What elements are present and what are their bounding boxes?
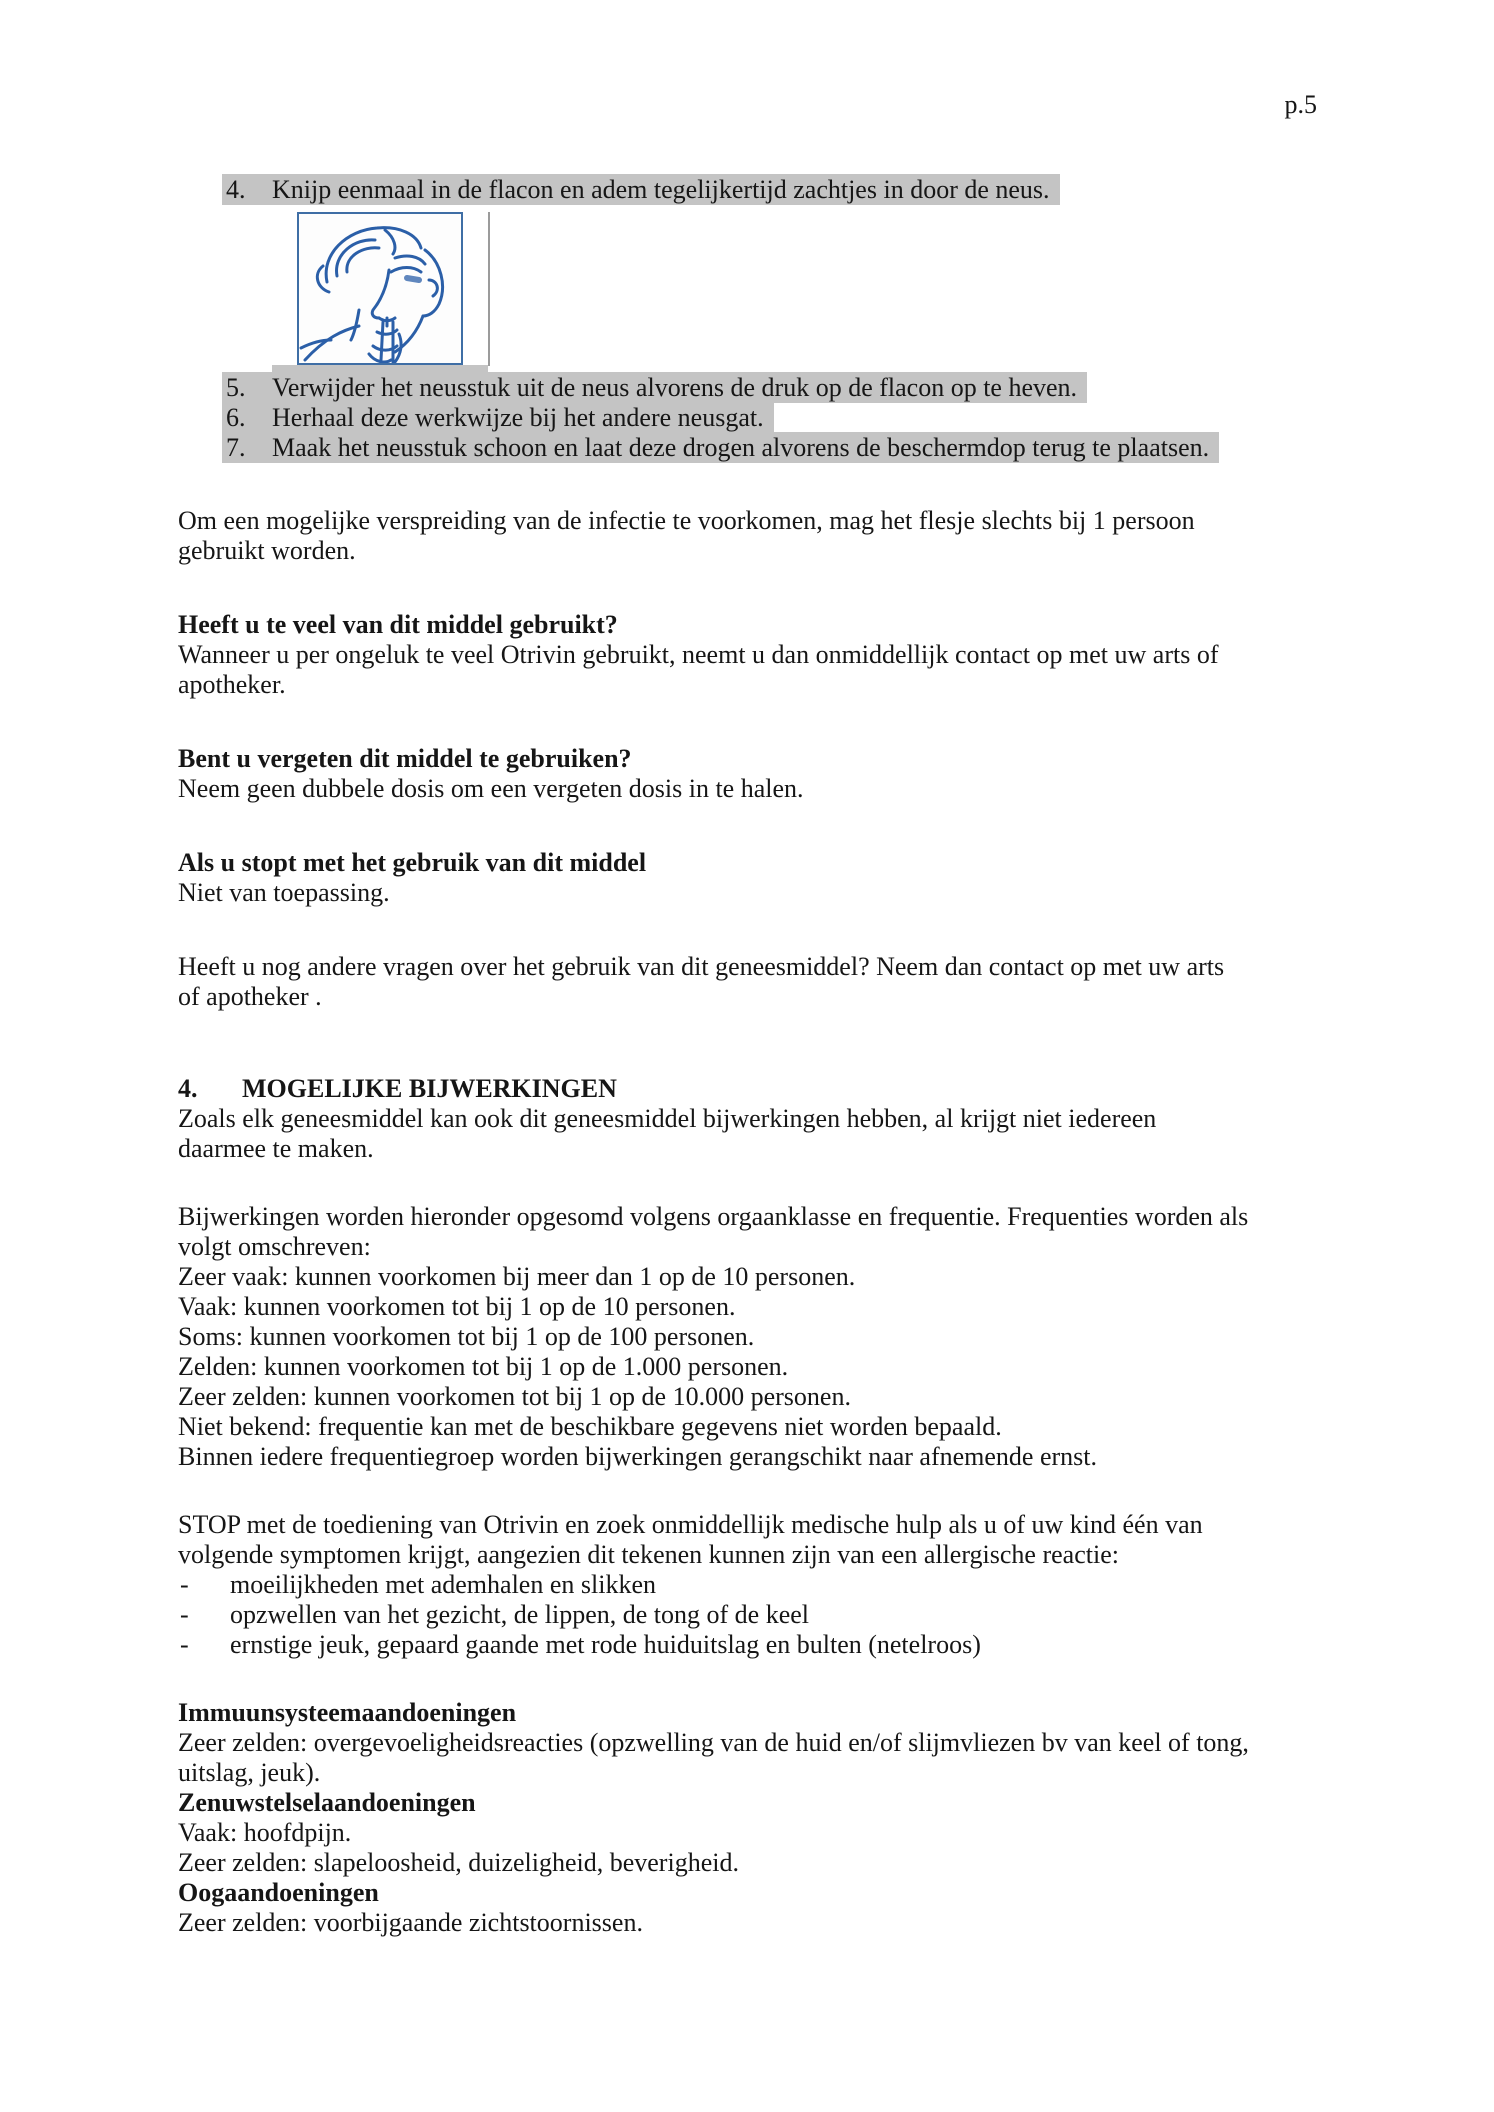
text-line: Zeer zelden: slapeloosheid, duizeligheid, beverigheid. (178, 1848, 739, 1877)
symptom-bullet (178, 1570, 1318, 1600)
text-line: Heeft u nog andere vragen over het gebruik van dit geneesmiddel? Neem dan contact op met uw arts (178, 952, 1225, 981)
text-line: Niet van toepassing. (178, 878, 390, 907)
text-line: Soms: kunnen voorkomen tot bij 1 op de 100 personen. (178, 1322, 755, 1351)
bullet-dash: - (180, 1570, 189, 1599)
text-line: Bijwerkingen worden hieronder opgesomd volgens orgaanklasse en frequentie. Frequenties worden als (178, 1202, 1249, 1231)
bullet-dash: - (180, 1630, 189, 1659)
step-text: Verwijder het neusstuk uit de neus alvorens de druk op de flacon op te heven. (272, 373, 1078, 402)
text-line: Vaak: hoofdpijn. (178, 1818, 352, 1847)
symptom-bullet (178, 1630, 1318, 1660)
text-line: daarmee te maken. (178, 1134, 374, 1163)
bullet-text: opzwellen van het gezicht, de lippen, de tong of de keel (230, 1600, 810, 1629)
text-line: Wanneer u per ongeluk te veel Otrivin gebruikt, neemt u dan onmiddellijk contact op met uw arts of (178, 640, 1219, 669)
text-line: Neem geen dubbele dosis om een vergeten dosis in te halen. (178, 774, 804, 803)
qa-heading: Als u stopt met het gebruik van dit middel (178, 848, 647, 877)
highlight-run (222, 432, 1219, 463)
section-title: MOGELIJKE BIJWERKINGEN (242, 1074, 617, 1103)
highlight-run (222, 174, 1060, 205)
more-questions-note (178, 952, 1318, 1012)
organ-class-heading: Oogaandoeningen (178, 1878, 379, 1907)
qa-overdose-section (178, 610, 1318, 700)
bullet-dash: - (180, 1600, 189, 1629)
step-item-6 (222, 403, 1318, 433)
text-line: Zeer zelden: kunnen voorkomen tot bij 1 op de 10.000 personen. (178, 1382, 851, 1411)
highlight-run (222, 372, 1087, 403)
organ-class-heading: Immuunsysteemaandoeningen (178, 1698, 517, 1727)
section-number: 4. (178, 1074, 198, 1103)
text-line: gebruikt worden. (178, 536, 356, 565)
qa-heading: Heeft u te veel van dit middel gebruikt? (178, 610, 618, 639)
text-line: STOP met de toediening van Otrivin en zoek onmiddellijk medische hulp als u of uw kind één van (178, 1510, 1203, 1539)
image-side-rule (488, 212, 490, 366)
symptom-bullet (178, 1600, 1318, 1630)
text-line: Niet bekend: frequentie kan met de beschikbare gegevens niet worden bepaald. (178, 1412, 1002, 1441)
image-highlight-strip (272, 365, 488, 373)
step-text: Herhaal deze werkwijze bij het andere neusgat. (272, 403, 764, 432)
qa-heading: Bent u vergeten dit middel te gebruiken? (178, 744, 632, 773)
stop-warning (178, 1510, 1318, 1660)
step-text: Knijp eenmaal in de flacon en adem tegelijkertijd zachtjes in door de neus. (272, 175, 1050, 204)
step-number: 4. (226, 175, 246, 204)
text-line: uitslag, jeuk). (178, 1758, 321, 1787)
text-line: volgt omschreven: (178, 1232, 371, 1261)
step-number: 7. (226, 433, 246, 462)
side-effects-intro (178, 1104, 1318, 1164)
step-number: 6. (226, 403, 246, 432)
text-line: volgende symptomen krijgt, aangezien dit tekenen kunnen zijn van een allergische reactie: (178, 1540, 1119, 1569)
organ-class-list (178, 1698, 1318, 1938)
section-4-heading (178, 1074, 1318, 1104)
face-nasal-spray-sketch-icon (299, 214, 461, 363)
nasal-spray-illustration (297, 212, 463, 365)
qa-stop-use-section (178, 848, 1318, 908)
infection-note (178, 506, 1318, 566)
frequency-definitions (178, 1202, 1318, 1472)
text-line: Zeer vaak: kunnen voorkomen bij meer dan 1 op de 10 personen. (178, 1262, 856, 1291)
step-item-4 (222, 175, 1318, 205)
text-line: Zeer zelden: voorbijgaande zichtstoornissen. (178, 1908, 643, 1937)
organ-class-heading: Zenuwstelselaandoeningen (178, 1788, 476, 1817)
text-line: Vaak: kunnen voorkomen tot bij 1 op de 10 personen. (178, 1292, 736, 1321)
text-line: of apotheker . (178, 982, 322, 1011)
text-line: Om een mogelijke verspreiding van de infectie te voorkomen, mag het flesje slechts bij 1 persoon (178, 506, 1195, 535)
step-item-5 (222, 373, 1318, 403)
qa-forgotten-dose-section (178, 744, 1318, 804)
bullet-text: moeilijkheden met ademhalen en slikken (230, 1570, 656, 1599)
text-line: apotheker. (178, 670, 286, 699)
highlight-run (222, 402, 774, 433)
page-number: p.5 (1284, 90, 1317, 119)
text-line: Zelden: kunnen voorkomen tot bij 1 op de 1.000 personen. (178, 1352, 789, 1381)
bullet-text: ernstige jeuk, gepaard gaande met rode huiduitslag en bulten (netelroos) (230, 1630, 981, 1659)
text-line: Zeer zelden: overgevoeligheidsreacties (opzwelling van de huid en/of slijmvliezen bv van keel of tong, (178, 1728, 1249, 1757)
page-content (178, 0, 1318, 1938)
illustration-row (178, 212, 1318, 373)
step-number: 5. (226, 373, 246, 402)
step-text: Maak het neusstuk schoon en laat deze drogen alvorens de beschermdop terug te plaatsen. (272, 433, 1210, 462)
step-item-7 (222, 433, 1318, 463)
text-line: Binnen iedere frequentiegroep worden bijwerkingen gerangschikt naar afnemende ernst. (178, 1442, 1098, 1471)
text-line: Zoals elk geneesmiddel kan ook dit geneesmiddel bijwerkingen hebben, al krijgt niet iedereen (178, 1104, 1157, 1133)
